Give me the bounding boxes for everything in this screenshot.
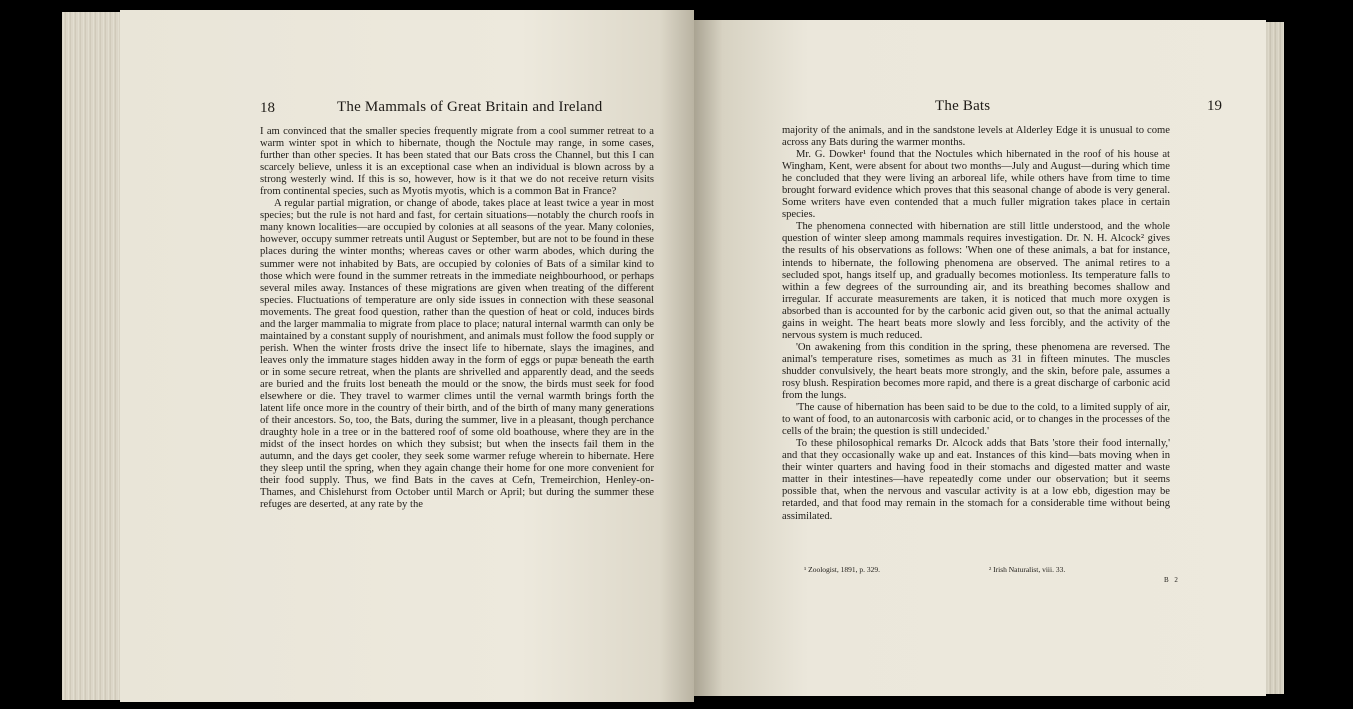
paragraph: 'The cause of hibernation has been said to be due to the cold, to a limited supply of air, to want of food, to an autonarcosis with carbonic acid, or to changes in the processes of the cells of the brain; the question is still undecided.' — [782, 402, 1170, 438]
signature-mark: B 2 — [1164, 576, 1180, 584]
paragraph: Mr. G. Dowker¹ found that the Noctules which hibernated in the roof of his house at Wingham, Kent, were absent for about two months—July and August—during which time he concluded that they were living an arboreal life, while others have from time to time brought forward evidence which proves that this seasonal change of abode is very general. Some writers have even contended that a much fuller migration takes place in certain species. — [782, 149, 1170, 221]
running-head: The Bats — [935, 98, 991, 114]
body-text — [782, 125, 1170, 523]
paragraph: majority of the animals, and in the sandstone levels at Alderley Edge it is unusual to come across any Bats during the warmer months. — [782, 125, 1170, 149]
paragraph: I am convinced that the smaller species frequently migrate from a cool summer retreat to a warm winter spot in which to hibernate, though the Noctule may range, in some cases, further than other species. It has been stated that our Bats cross the Channel, but this I can scarcely believe, unless it is an exceptional case when an individual is blown across by a strong westerly wind. If this is so, however, how is it that we do not receive return visits from continental species, such as Myotis myotis, which is a common Bat in France? — [260, 126, 654, 198]
body-text — [260, 126, 654, 512]
right-page — [694, 20, 1266, 696]
left-page — [120, 10, 694, 702]
paragraph: A regular partial migration, or change of abode, takes place at least twice a year in most species; but the rule is not hard and fast, for certain situations—notably the church roofs in many known localities—are occupied by colonies at all seasons of the year. Many colonies, however, occupy summer retreats until August or September, but are not to be found in these places during the winter months; whereas caves or other warm abodes, which during the summer were not inhabited by Bats, are occupied by colonies of Bats of a similar kind to those which were found in the summer retreats in the immediate neighbourhood, or perhaps several miles away. Instances of these migrations are given when treating of the different species. Fluctuations of temperature are only side issues in connection with these seasonal movements. The great food question, rather than the question of heat or cold, induces birds and the larger mammalia to migrate from place to place; natural internal warmth can only be maintained by a constant supply of nourishment, and animals must follow the food supply or perish. When the winter frosts drive the insect life to hibernate, slays the imagines, and leaves only the immature stages hidden away in the form of eggs or pupæ beneath the earth or in some secure retreat, when the plants are shrivelled and apparently dead, and the seeds are buried and the fruits lost beneath the mould or the snow, the birds must seek for food elsewhere or die. They travel to warmer climes until the vernal warmth brings forth the latent life once more in the country of their birth, and of the birth of many many generations of their ancestors. So, too, the Bats, during the summer, live in a pleasant, though perchance draughty hole in a tree or in the battered roof of some old boathouse, where they are in the midst of the insect hordes on which they subsist; but when the insects fail them in the autumn, and the days get cooler, they seek some warmer refuge wherein to hibernate. Here they sleep until the spring, when they again change their home for one more convenient for their food supply. Thus, we find Bats in the caves at Cefn, Tremeirchion, Henley-on-Thames, and Chislehurst from October until March or April; but during the summer these refuges are deserted, at any rate by the — [260, 198, 654, 511]
page-number: 18 — [260, 100, 275, 116]
paragraph: To these philosophical remarks Dr. Alcock adds that Bats 'store their food internally,' and that they occasionally wake up and eat. Instances of this kind—bats moving when in their winter quarters and having food in their stomachs and digested matter and waste matter in their intestines—have repeatedly come under our observation; but it seems possible that, when the nervous and vascular activity is at a low ebb, digestion may be retarded, and that food may remain in the stomach for a considerable time without being assimilated. — [782, 438, 1170, 522]
footnote: ² Irish Naturalist, viii. 33. — [989, 565, 1066, 574]
page-number: 19 — [1207, 98, 1222, 114]
paragraph: 'On awakening from this condition in the spring, these phenomena are reversed. The animal's temperature rises, sometimes as much as 31 in fifteen minutes. The muscles shudder convulsively, the heart beats more strongly, and the skin, before pale, assumes a rosy blush. Respiration becomes more rapid, and there is a great discharge of carbonic acid from the lungs. — [782, 341, 1170, 402]
paragraph: The phenomena connected with hibernation are still little understood, and the whole question of winter sleep among mammals requires investigation. Dr. N. H. Alcock² gives the results of his observations as follows: 'When one of these animals, a bat for instance, intends to hibernate, the following phenomena are observed. The animal retires to a secluded spot, hangs itself up, and gradually becomes motionless. Its temperature falls to within a few degrees of the surrounding air, and its breathing becomes shallow and irregular. If accurate measurements are taken, it is noticed that much more oxygen is absorbed than is accounted for by the carbonic acid given out, so that the animal actually gains in weight. The heart beats more slowly and less forcibly, and the activity of the nervous system is much reduced. — [782, 221, 1170, 341]
running-head: The Mammals of Great Britain and Ireland — [337, 99, 603, 115]
left-page-stack-edge — [62, 12, 122, 700]
footnote: ¹ Zoologist, 1891, p. 329. — [804, 565, 880, 574]
